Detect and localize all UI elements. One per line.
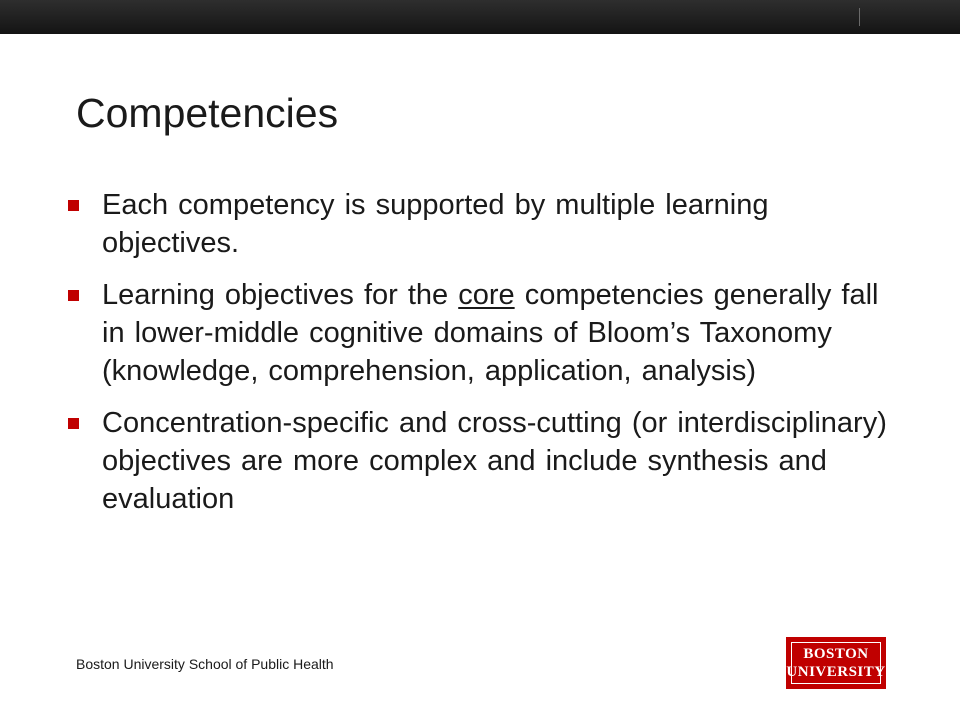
top-bar <box>0 0 960 34</box>
square-bullet-icon <box>68 418 79 429</box>
logo-line-2: UNIVERSITY <box>786 664 886 680</box>
bullet-text-end: competencies generally fall in lower-middle cognitive domains of Bloom’s Taxonomy (knowledge, comprehension, application, analysis) <box>102 279 879 387</box>
bullet-item <box>68 186 898 262</box>
top-bar-divider <box>859 8 860 26</box>
boston-university-logo <box>786 637 886 689</box>
bullet-text: Concentration-specific and cross-cutting (or interdisciplinary) objectives are more complex and include synthesis and evaluation <box>102 407 887 515</box>
square-bullet-icon <box>68 290 79 301</box>
bullet-text-underlined: core <box>458 279 515 311</box>
bullet-text-start: Learning objectives for the <box>102 279 459 311</box>
logo-frame <box>786 642 886 684</box>
bullet-list <box>68 186 898 532</box>
square-bullet-icon <box>68 200 79 211</box>
footer-text: Boston University School of Public Health <box>76 656 334 672</box>
bullet-item <box>68 276 898 390</box>
bullet-item <box>68 404 898 518</box>
logo-line-1: BOSTON <box>803 646 869 662</box>
slide-title: Competencies <box>76 90 339 136</box>
bullet-text: Each competency is supported by multiple learning objectives. <box>102 189 769 259</box>
